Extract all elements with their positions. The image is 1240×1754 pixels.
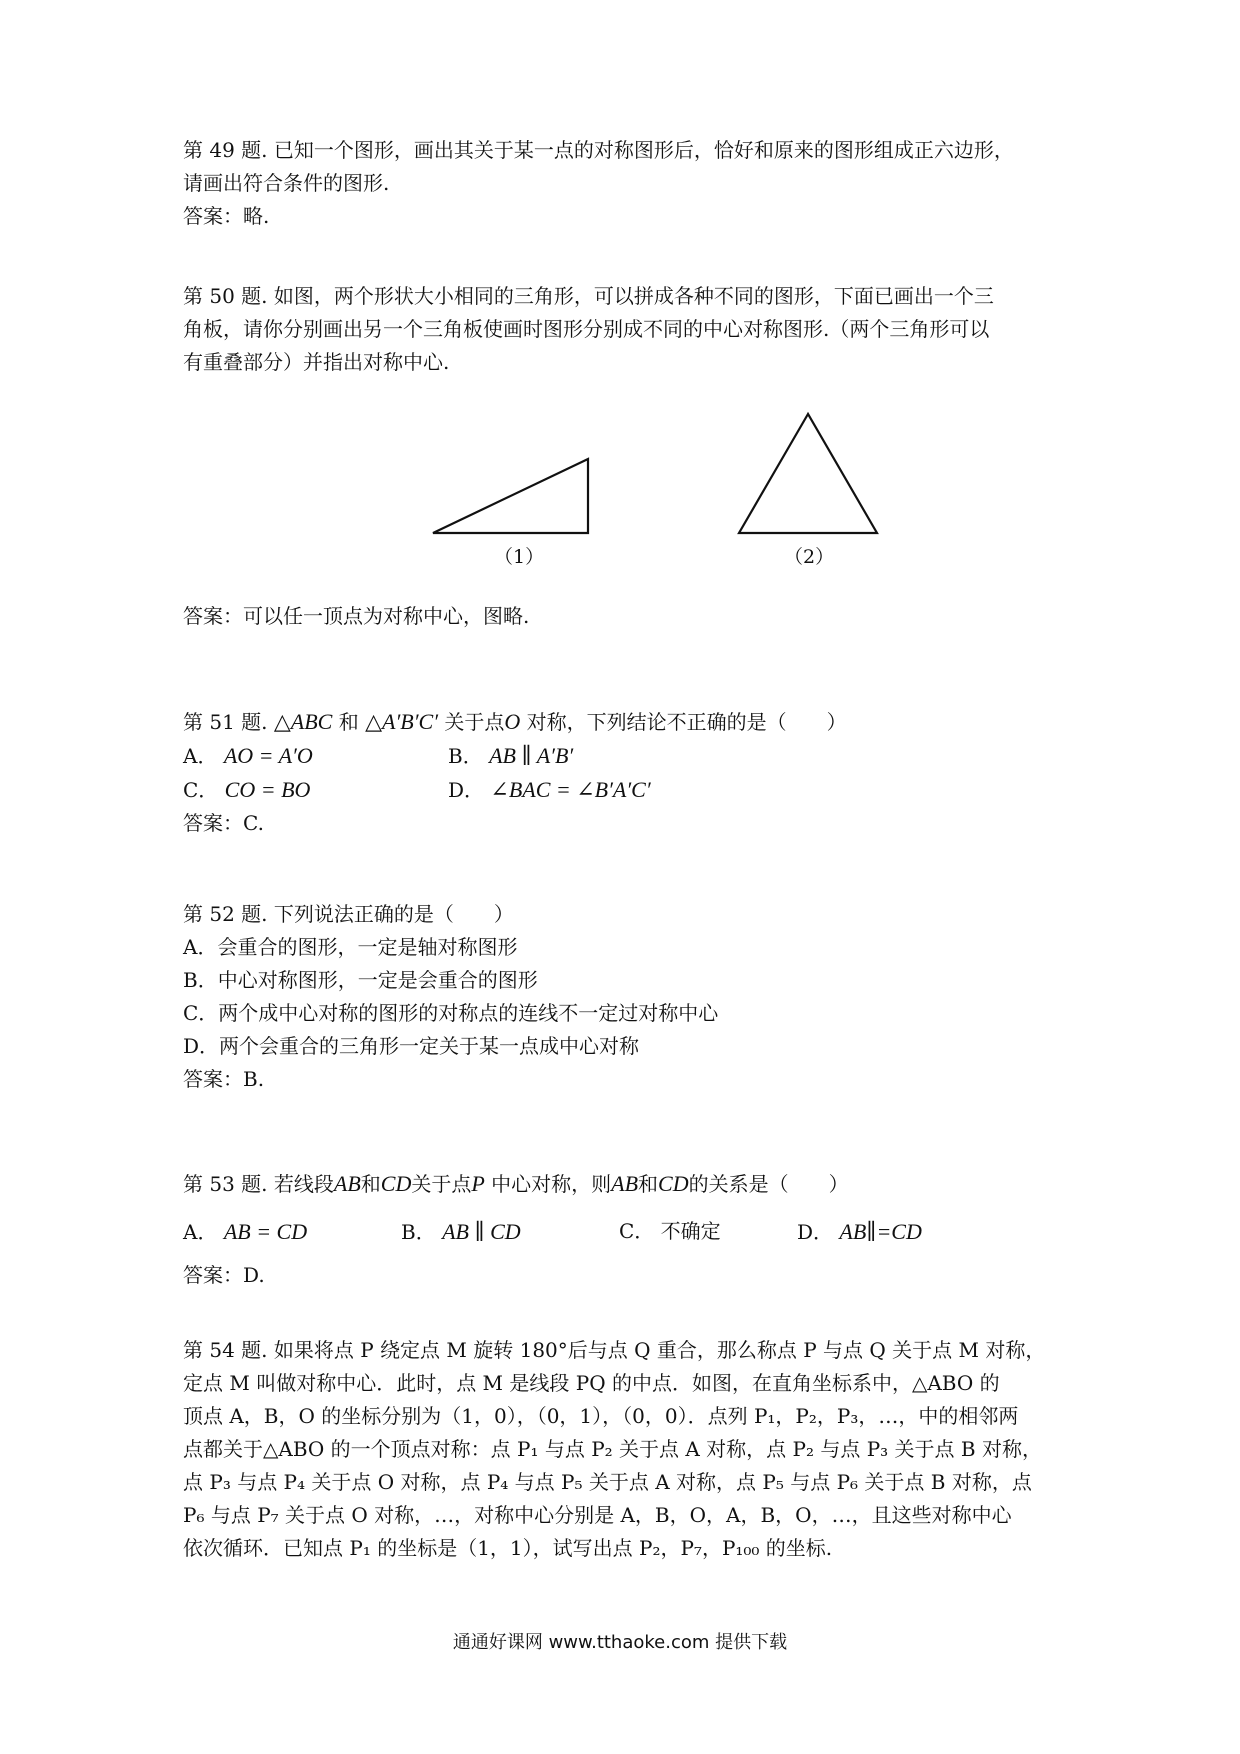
q53-stem-text-d: 中心对称，则 bbox=[484, 1172, 612, 1196]
q54-line-3: 顶点 A，B，O 的坐标分别为（1，0），（0，1），（0，0）．点列 P₁，P₂，P₃，…，中的相邻两 bbox=[183, 1404, 1019, 1428]
q54-line-5: 点 P₃ 与点 P₄ 关于点 O 对称，点 P₄ 与点 P₅ 关于点 A 对称，点 P₅ 与点 P₆ 关于点 B 对称，点 bbox=[183, 1470, 1032, 1494]
q51-triangle-abc-prime: △A′B′C′ bbox=[365, 709, 439, 734]
q51-option-a bbox=[183, 739, 448, 773]
q53-stem bbox=[183, 1167, 1063, 1201]
figure-2-label: （2） bbox=[784, 546, 835, 568]
q51-option-d-label: D． bbox=[448, 778, 485, 802]
q51-option-d-math: ∠BAC = ∠B′A′C′ bbox=[490, 777, 651, 802]
question-50 bbox=[183, 280, 1063, 379]
q53-segment-ab: AB bbox=[333, 1171, 361, 1196]
question-52 bbox=[183, 898, 1063, 1096]
q51-triangle-abc: △ABC bbox=[273, 709, 333, 734]
q52-option-c: C．两个成中心对称的图形的对称点的连线不一定过对称中心 bbox=[183, 1001, 719, 1025]
q53-segment-cd: CD bbox=[380, 1171, 412, 1196]
question-51 bbox=[183, 705, 1063, 840]
q50-line-2: 角板，请你分别画出另一个三角板使画时图形分别成不同的中心对称图形.（两个三角形可以 bbox=[183, 317, 990, 341]
q54-line-4: 点都关于△ABO 的一个顶点对称：点 P₁ 与点 P₂ 关于点 A 对称，点 P₂ 与点 P₃ 关于点 B 对称， bbox=[183, 1437, 1042, 1461]
q53-option-a-label: A． bbox=[183, 1220, 218, 1244]
equilateral-triangle-figure-2 bbox=[739, 414, 877, 533]
q53-segment-cd-2: CD bbox=[658, 1171, 689, 1196]
q51-options-row-2 bbox=[183, 773, 1063, 807]
q53-segment-ab-2: AB bbox=[611, 1171, 639, 1196]
q50-answer: 答案：可以任一顶点为对称中心，图略. bbox=[183, 604, 530, 628]
q52-option-d: D．两个会重合的三角形一定关于某一点成中心对称 bbox=[183, 1034, 640, 1058]
q53-option-d bbox=[797, 1215, 922, 1249]
q51-option-c-math: CO = BO bbox=[224, 777, 311, 802]
q52-answer: 答案：B. bbox=[183, 1067, 265, 1091]
q51-option-d bbox=[448, 773, 651, 807]
q54-line-2: 定点 M 叫做对称中心．此时，点 M 是线段 PQ 的中点．如图，在直角坐标系中，△ABO 的 bbox=[183, 1371, 1000, 1395]
q53-answer: 答案：D. bbox=[183, 1263, 265, 1287]
q53-option-c-text: 不确定 bbox=[660, 1219, 721, 1243]
right-triangle-figure-1 bbox=[433, 459, 588, 533]
question-49 bbox=[183, 134, 1063, 233]
q53-stem-text-c: 关于点 bbox=[411, 1172, 472, 1196]
q53-option-b bbox=[401, 1215, 619, 1249]
q54-line-7: 依次循环．已知点 P₁ 的坐标是（1，1），试写出点 P₂，P₇，P₁₀₀ 的坐标. bbox=[183, 1536, 833, 1560]
q51-stem-text-d: 对称，下列结论不正确的是（ ） bbox=[520, 710, 847, 734]
q51-option-c bbox=[183, 773, 448, 807]
question-53 bbox=[183, 1167, 1063, 1292]
q51-option-a-label: A． bbox=[183, 744, 218, 768]
question-54 bbox=[183, 1334, 1063, 1565]
q52-stem: 第 52 题. 下列说法正确的是（ ） bbox=[183, 902, 514, 926]
q51-stem-text-c: 关于点 bbox=[438, 710, 505, 734]
page-footer: 通通好课网 www.tthaoke.com 提供下载 bbox=[452, 1632, 788, 1653]
q51-option-b bbox=[448, 739, 573, 773]
q54-line-6: P₆ 与点 P₇ 关于点 O 对称，…，对称中心分别是 A，B，O，A，B，O，…，且这些对称中心 bbox=[183, 1503, 1012, 1527]
q53-stem-text-b: 和 bbox=[360, 1172, 381, 1196]
q53-option-c bbox=[619, 1215, 797, 1249]
q53-options-row bbox=[183, 1215, 1063, 1249]
q54-line-1: 第 54 题. 如果将点 P 绕定点 M 旋转 180°后与点 Q 重合，那么称点 P 与点 Q 关于点 M 对称， bbox=[183, 1338, 1046, 1362]
q51-option-b-label: B． bbox=[448, 744, 483, 768]
q50-line-3: 有重叠部分）并指出对称中心. bbox=[183, 350, 450, 374]
q51-answer: 答案：C. bbox=[183, 811, 264, 835]
q51-option-a-math: AO = A′O bbox=[223, 743, 313, 768]
q53-point-p: P bbox=[471, 1171, 485, 1196]
q53-option-a bbox=[183, 1215, 401, 1249]
q53-option-b-label: B． bbox=[401, 1220, 436, 1244]
q53-option-a-math: AB = CD bbox=[223, 1219, 308, 1244]
q51-stem-text-b: 和 bbox=[332, 710, 366, 734]
q52-option-a: A．会重合的图形，一定是轴对称图形 bbox=[183, 935, 518, 959]
q53-option-c-label: C． bbox=[619, 1219, 655, 1243]
q51-stem bbox=[183, 705, 1063, 739]
q53-stem-text-e: 和 bbox=[638, 1172, 659, 1196]
q50-line-1: 第 50 题. 如图，两个形状大小相同的三角形，可以拼成各种不同的图形，下面已画出一个三 bbox=[183, 284, 994, 308]
q51-options-row-1 bbox=[183, 739, 1063, 773]
q53-stem-text-f: 的关系是（ ） bbox=[688, 1172, 849, 1196]
q51-stem-text-a: 第 51 题. bbox=[183, 710, 274, 734]
q49-line-1: 第 49 题. 已知一个图形，画出其关于某一点的对称图形后，恰好和原来的图形组成正六边形， bbox=[183, 138, 1014, 162]
q53-stem-text-a: 第 53 题. 若线段 bbox=[183, 1172, 334, 1196]
q53-option-d-label: D． bbox=[797, 1220, 834, 1244]
q51-option-b-math: AB ∥ A′B′ bbox=[489, 743, 574, 768]
q50-answer-block bbox=[183, 600, 1063, 633]
q49-answer: 答案：略. bbox=[183, 204, 270, 228]
q53-option-b-math: AB ∥ CD bbox=[442, 1219, 521, 1244]
q49-line-2: 请画出符合条件的图形. bbox=[183, 171, 390, 195]
q53-option-d-math: AB∥=CD bbox=[839, 1219, 922, 1244]
figure-1-label: （1） bbox=[494, 546, 545, 568]
q51-point-o: O bbox=[504, 709, 521, 734]
q52-option-b: B．中心对称图形，一定是会重合的图形 bbox=[183, 968, 538, 992]
q51-option-c-label: C． bbox=[183, 778, 219, 802]
